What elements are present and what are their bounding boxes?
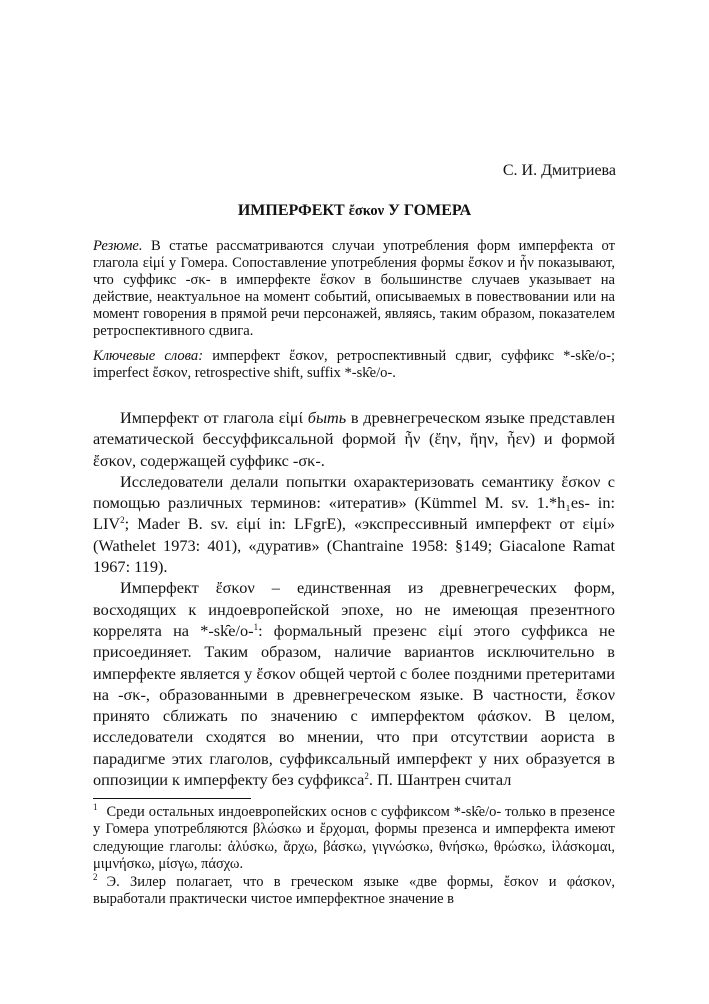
abstract-paragraph (93, 238, 615, 341)
footnote-number: 2 (93, 871, 98, 882)
text-run: ; Mader B. sv. εἰμί in: LFgrE), «экспрессивный имперфект от εἰμί» (Wathelet 1973: 401), «дуратив» (Chantraine 1958: §149; Giacalone Ramat 1967: 119). (93, 514, 615, 577)
superscript: 2 (120, 515, 125, 526)
body-paragraph-3 (93, 577, 615, 790)
abstract-section (93, 238, 615, 382)
title-part-1: ИМПЕРФЕКТ (237, 202, 345, 219)
text-run: . П. Шантрен считал (368, 770, 512, 790)
emphasis-text: быть (307, 408, 347, 427)
footnote-text: Э. Зилер полагает, что в греческом языке «две формы, ἔσκον и φάσκον, выработали практически чистое имперфектное значение в (93, 873, 615, 908)
text-run: Имперфект ἔσκον – единственная из древнегреческих форм, восходящих к индоевропейской эпохе, но не имеющая презентного коррелята на *-sk̑e/o- (93, 578, 615, 640)
text-run: в древнегреческом языке представлен атематической бессуффиксальной формой ἦν (ἔην, ἤην, ἦεν) и формой ἔσκον, содержащей суффикс -σκ-. (93, 408, 615, 470)
text-run: Исследователи делали попытки охарактеризовать семантику ἔσκον с помощью различных терминов: «итератив» (Kümmel M. sv. 1.*h₁es- in: LIV (93, 471, 615, 534)
keywords-text: имперфект ἔσκον, ретроспективный сдвиг, суффикс *-sk̑e/o-; imperfect ἔσκον, retrospective shift, suffix *-sk̑e/o-. (93, 347, 615, 381)
footnote-ref-1[interactable]: 1 (253, 621, 259, 632)
footnote-ref-2[interactable]: 2 (364, 771, 369, 782)
footnotes-section (93, 804, 615, 908)
keywords-paragraph (93, 348, 615, 382)
text-run: Имперфект от глагола εἰμί (120, 408, 304, 427)
footnote-2 (93, 871, 615, 909)
footnote-number: 1 (93, 802, 98, 812)
footnote-text: Среди остальных индоевропейских основ с суффиксом *-sk̑e/o- только в презенсе у Гомера употребляются βλώσκω и ἔρχομαι, формы презенса и имперфекта имеют следующие глаголы: ἀλύσκω, ἄρχω, βάσκω, γιγνώσκω, θνήσκω, θρώσκω, ἱλάσκομαι, μιμνήσκω, μίσγω, πάσχω. (93, 804, 615, 873)
article-body (93, 407, 615, 790)
text-run: : формальный презенс εἰμί этого суффикса не присоединяет. Таким образом, наличие вариантов исключительно в имперфекте является у ἔσκον общей чертой с более поздними претеритами на -σκ-, образованными в древнегреческом языке. В частности, ἔσκον принято сближать по значению с имперфектом φάσκον. В целом, исследователи сходятся во мнении, что при отсутствии аориста в парадигме этих глаголов, суффиксальный имперфект у них образуется в оппозиции к имперфекту без суффикса (93, 620, 615, 790)
footnote-1 (93, 804, 615, 874)
author-name: С. И. Дмитриева (502, 162, 616, 179)
body-paragraph-1 (93, 407, 615, 471)
keywords-label: Ключевые слова: (93, 347, 204, 364)
abstract-label: Резюме. (93, 238, 143, 254)
article-title (0, 202, 709, 220)
title-part-2: У ГОМЕРА (388, 202, 472, 219)
abstract-text: В статье рассматриваются случаи употребления форм имперфекта от глагола εἰμί у Гомера. Сопоставление употребления формы ἔσκον и ἦν показывают, что суффикс -σκ- в имперфекте ἔσκον в большинстве случаев указывает на действие, неактуальное на момент событий, описываемых в повествовании или на момент говорения в прямой речи персонажей, являясь, таким образом, показателем ретроспективного сдвига. (93, 238, 616, 340)
footnote-divider (93, 798, 251, 799)
title-greek-word: ἔσκον (348, 203, 385, 219)
body-paragraph-2 (93, 471, 615, 577)
